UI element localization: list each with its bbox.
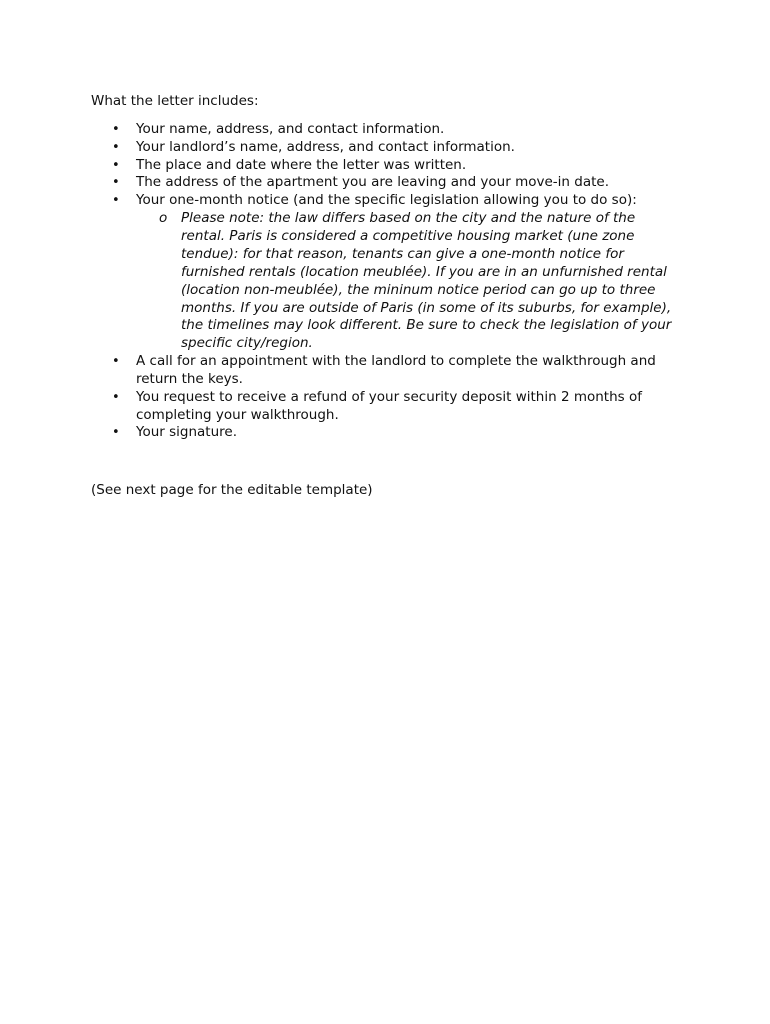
list-item bbox=[0, 121, 676, 139]
bullet-icon: • bbox=[112, 354, 120, 370]
list-item bbox=[0, 157, 676, 175]
list-item bbox=[0, 139, 676, 157]
list-item-text: A call for an appointment with the landlord to complete the walkthrough and return the keys. bbox=[136, 353, 656, 388]
list-item-text: Your one-month notice (and the specific legislation allowing you to do so): bbox=[136, 192, 637, 209]
bullet-icon: • bbox=[112, 193, 120, 209]
circle-bullet-icon: o bbox=[159, 209, 168, 226]
list-item bbox=[0, 174, 676, 192]
list-item-text: Your landlord’s name, address, and contact information. bbox=[136, 138, 515, 155]
list-item bbox=[0, 424, 676, 442]
list-item bbox=[0, 353, 676, 389]
list-item-text: The place and date where the letter was written. bbox=[136, 156, 467, 173]
bullet-icon: • bbox=[112, 139, 120, 155]
list-item-text: Your signature. bbox=[136, 424, 237, 441]
sub-list-item-text: Please note: the law differs based on the city and the nature of the rental. Paris is considered a competitive housing market (une zone tendue): for that reason, tenants can give a one-month notice for furnished rentals (location meublée). If you are in an unfurnished rental (location non-meublée), the mininum notice period can go up to three months. If you are outside of Paris (in some of its suburbs, for example), the timelines may look different. Be sure to check the legislation of your specific city/region. bbox=[181, 209, 672, 352]
bullet-icon: • bbox=[112, 175, 120, 191]
next-page-note: (See next page for the editable template) bbox=[91, 482, 373, 498]
list-item-text: You request to receive a refund of your security deposit within 2 months of completing your walkthrough. bbox=[136, 388, 642, 423]
list-item-text: Your name, address, and contact information. bbox=[136, 121, 445, 137]
list-item-text: The address of the apartment you are leaving and your move-in date. bbox=[136, 174, 609, 191]
sub-list bbox=[136, 210, 676, 353]
bullet-icon: • bbox=[112, 122, 120, 137]
intro-text: What the letter includes: bbox=[91, 93, 259, 109]
bullet-icon: • bbox=[112, 157, 120, 173]
list-item bbox=[0, 389, 676, 425]
bullet-icon: • bbox=[112, 389, 120, 405]
letter-contents-list bbox=[0, 121, 770, 442]
sub-list-item bbox=[0, 210, 676, 353]
list-item bbox=[0, 192, 676, 353]
bullet-icon: • bbox=[112, 425, 120, 441]
